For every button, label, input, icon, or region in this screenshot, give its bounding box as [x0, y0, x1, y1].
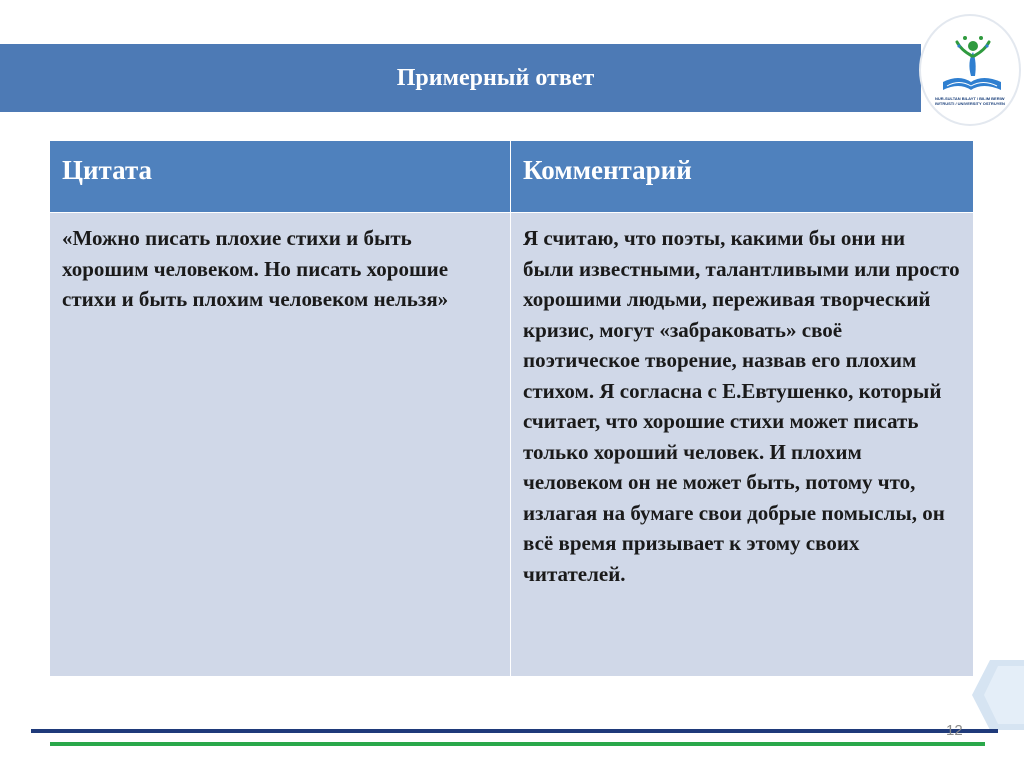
logo-caption: NUR-SULTAN BILAYT / BILIM BERIW IWTRUSTI / UNIVERSITY OSTRUYEN: [935, 96, 1005, 106]
title-bar: [0, 44, 921, 112]
header-quote: Цитата: [50, 141, 511, 213]
slide-title: Примерный ответ: [396, 64, 595, 91]
page-number: 12: [946, 722, 963, 739]
logo-emblem-icon: [921, 16, 1021, 126]
header-comment: Комментарий: [511, 141, 974, 213]
university-logo: [919, 14, 1021, 126]
footer-line-green: [50, 742, 985, 746]
corner-hexagon-decoration: [972, 660, 1024, 730]
table-header-row: [50, 141, 974, 213]
comment-cell: Я считаю, что поэты, какими бы они ни были известными, талантливыми или просто хорошими людьми, переживая творческий кризис, могут «забраковать» своё поэтическое творение, назвав его плохим стихом. Я согласна с Е.Евтушенко, который считает, что хорошие стихи может писать только хороший человек. И плохим человеком он не может быть, потому что, излагая на бумаге свои добрые помыслы, он всё время призывает к этому своих читателей.: [511, 213, 974, 677]
quote-cell: «Можно писать плохие стихи и быть хорошим человеком. Но писать хорошие стихи и быть плохим человеком нельзя»: [50, 213, 511, 677]
answer-table: [49, 140, 974, 677]
footer-line-blue: [31, 729, 998, 733]
table-row: [50, 213, 974, 677]
